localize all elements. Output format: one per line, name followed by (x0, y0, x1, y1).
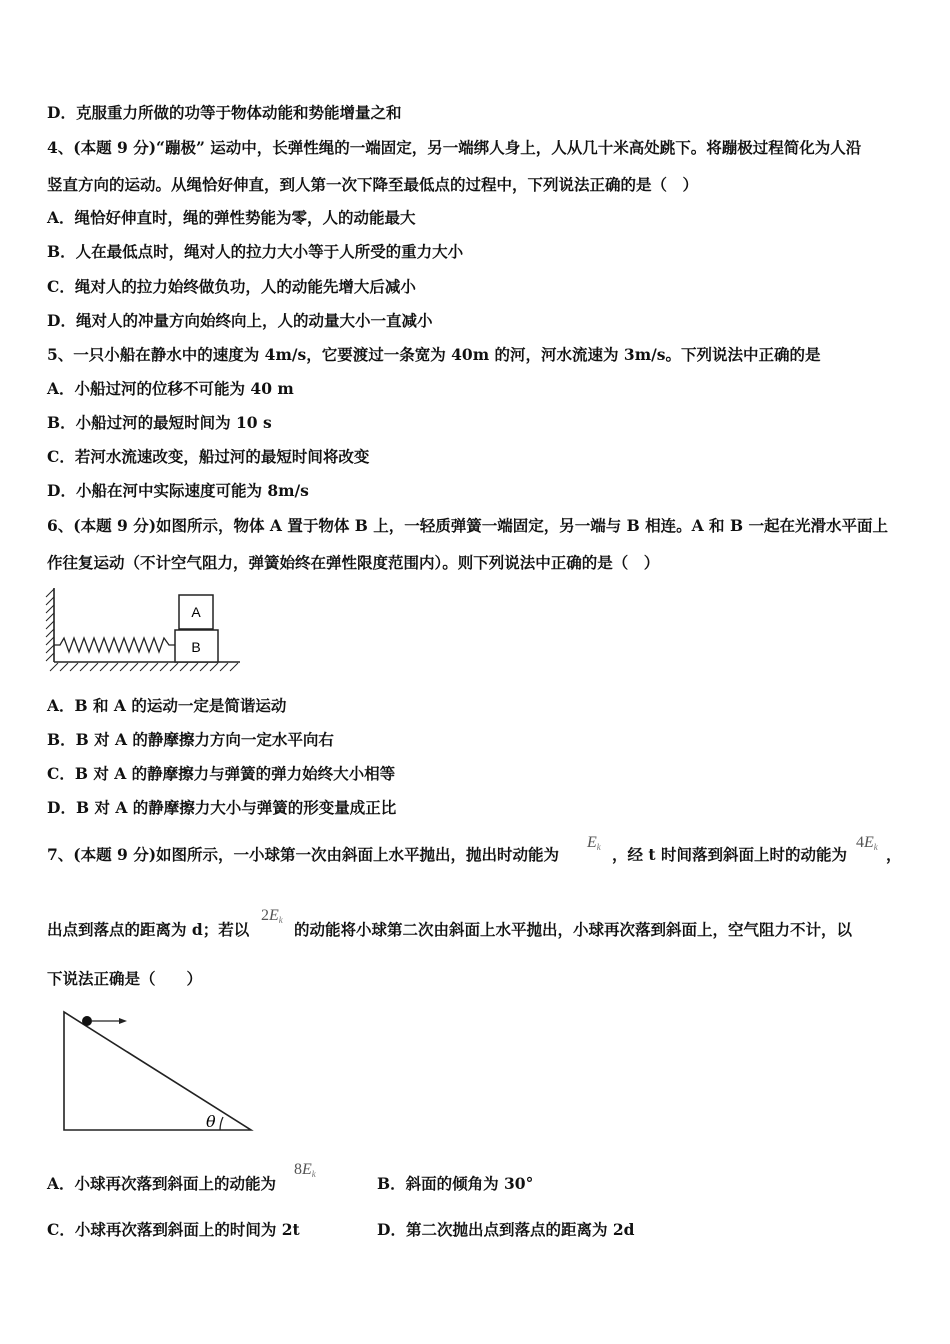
q4-option-a: A．绳恰好伸直时，绳的弹性势能为零，人的动能最大 (47, 208, 416, 227)
q6-option-a: A．B 和 A 的运动一定是简谐运动 (47, 696, 287, 715)
q7-incline-figure (55, 1005, 260, 1135)
q6-option-b: B．B 对 A 的静摩擦力方向一定水平向右 (47, 730, 334, 749)
floor-hatching (50, 663, 238, 671)
q4-stem-line2: 竖直方向的运动。从绳恰好伸直，到人第一次下降至最低点的过程中，下列说法正确的是（ ） (47, 175, 699, 194)
q5-option-d: D．小船在河中实际速度可能为 8m/s (47, 481, 309, 500)
q4-option-d: D．绳对人的冲量方向始终向上，人的动量大小一直减小 (47, 311, 433, 330)
q5-stem: 5、一只小船在静水中的速度为 4m/s，它要渡过一条宽为 40m 的河，河水流速为 3m/s。下列说法中正确的是 (47, 345, 821, 364)
q6-spring-figure (40, 583, 250, 678)
q7-stem-line1c: ， (886, 845, 902, 864)
block-a-label: A (191, 604, 201, 620)
wall-hatching (46, 589, 54, 661)
q7-stem-line2a: 出点到落点的距离为 d；若以 (47, 920, 250, 939)
q7-math-8ek: 8Ek (294, 1161, 316, 1179)
incline (64, 1012, 251, 1130)
q7-math-2ek: 2Ek (261, 907, 283, 925)
q4-option-b: B．人在最低点时，绳对人的拉力大小等于人所受的重力大小 (47, 242, 464, 261)
q5-option-c: C．若河水流速改变，船过河的最短时间将改变 (47, 447, 370, 466)
q6-option-c: C．B 对 A 的静摩擦力与弹簧的弹力始终大小相等 (47, 764, 396, 783)
q7-option-b: B．斜面的倾角为 30° (377, 1174, 534, 1193)
q4-stem-line1: 4、(本题 9 分)“蹦极” 运动中，长弹性绳的一端固定，另一端绑人身上，人从几十米高处跳下。将蹦极过程简化为人沿 (47, 138, 862, 157)
q7-option-d: D．第二次抛出点到落点的距离为 2d (377, 1220, 635, 1239)
q6-stem-line2: 作往复运动（不计空气阻力，弹簧始终在弹性限度范围内）。则下列说法中正确的是（ ） (47, 553, 660, 572)
ball (82, 1016, 92, 1026)
q7-stem-line1b: ，经 t 时间落到斜面上时的动能为 (612, 845, 847, 864)
q7-stem-line2b: 的动能将小球第二次由斜面上水平抛出，小球再次落到斜面上，空气阻力不计，以 (294, 920, 853, 939)
q6-option-d: D．B 对 A 的静摩擦力大小与弹簧的形变量成正比 (47, 798, 397, 817)
block-b-label: B (191, 639, 201, 655)
q7-option-a: A．小球再次落到斜面上的动能为 (47, 1174, 277, 1193)
q3-option-d: D．克服重力所做的功等于物体动能和势能增量之和 (47, 103, 402, 122)
arrow-head (119, 1018, 127, 1024)
angle-arc (220, 1117, 223, 1130)
q6-stem-line1: 6、(本题 9 分)如图所示，物体 A 置于物体 B 上，一轻质弹簧一端固定，另一端与 B 相连。A 和 B 一起在光滑水平面上 (47, 516, 888, 535)
q7-math-ek: Ek (587, 834, 601, 852)
q5-option-b: B．小船过河的最短时间为 10 s (47, 413, 272, 432)
q7-stem-line3: 下说法正确是（ ） (47, 969, 203, 988)
q7-stem-line1a: 7、(本题 9 分)如图所示，一小球第一次由斜面上水平抛出，抛出时动能为 (47, 845, 560, 864)
q5-option-a: A．小船过河的位移不可能为 40 m (47, 379, 294, 398)
theta-label: θ (206, 1112, 216, 1131)
q7-option-c: C．小球再次落到斜面上的时间为 2t (47, 1220, 300, 1239)
q7-math-4ek: 4Ek (856, 834, 878, 852)
spring (54, 638, 175, 652)
q4-option-c: C．绳对人的拉力始终做负功，人的动能先增大后减小 (47, 277, 416, 296)
